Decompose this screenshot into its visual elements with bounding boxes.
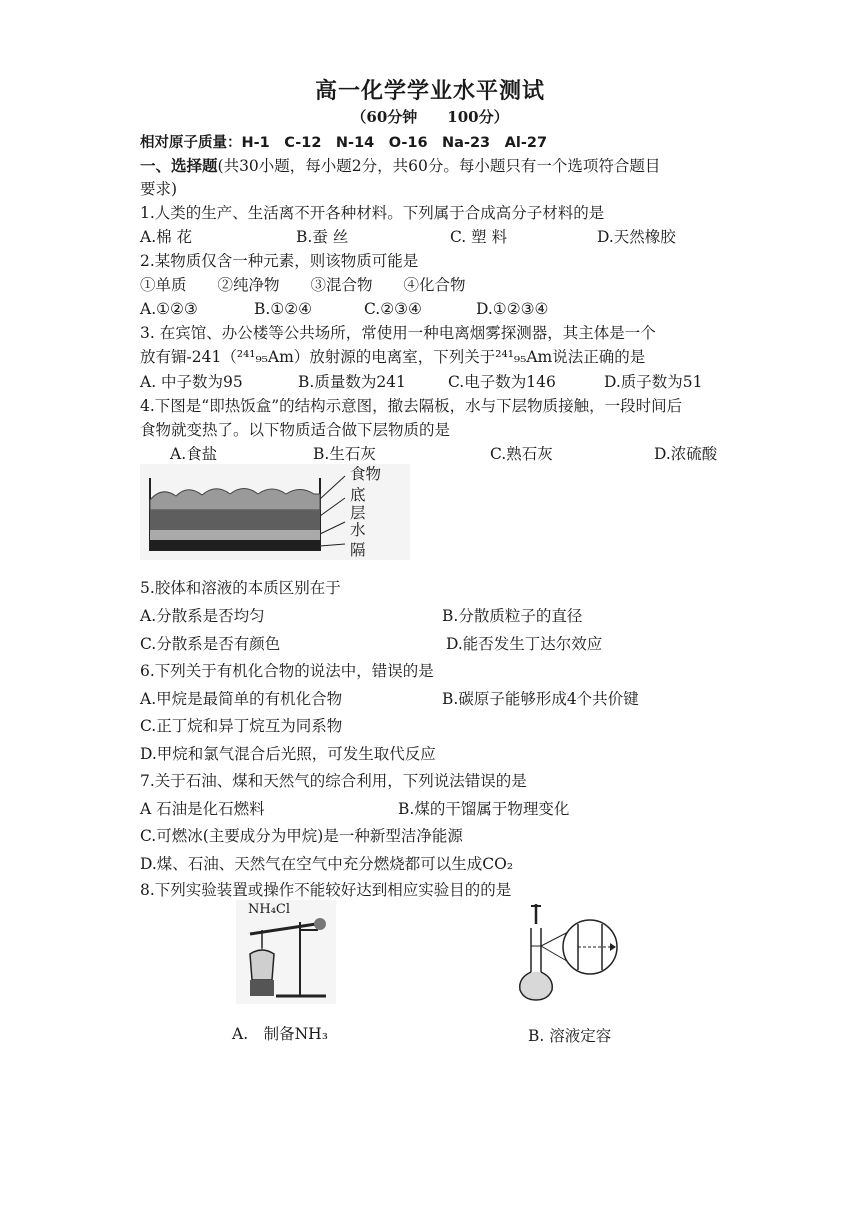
section-instructions: (共30小题，每小题2分，共60分。每小题只有一个选项符合题目	[217, 157, 661, 175]
q4-option-c: C.熟石灰	[490, 445, 553, 463]
q1-option-c: C. 塑 料	[450, 228, 508, 246]
q7-option-d: D.煤、石油、天然气在空气中充分燃烧都可以生成CO₂	[140, 855, 514, 873]
q4-option-b: B.生石灰	[313, 445, 376, 463]
page-title: 高一化学学业水平测试	[314, 79, 545, 104]
q5-option-a: A.分散系是否均匀	[140, 607, 265, 625]
q3-option-c: C.电子数为146	[448, 373, 556, 391]
q8-stem: 8.下列实验装置或操作不能较好达到相应实验目的的是	[140, 881, 512, 899]
q1-option-a: A.棉 花	[140, 228, 193, 246]
q7-stem: 7.关于石油、煤和天然气的综合利用，下列说法错误的是	[140, 772, 527, 790]
q2-option-b: B.①②④	[254, 300, 313, 318]
q3-option-a: A. 中子数为95	[140, 373, 243, 391]
q2-option-a: A.①②③	[140, 300, 198, 318]
section-instructions-cont: 要求)	[140, 180, 178, 198]
q5-option-c: C.分散系是否有颜色	[140, 635, 281, 653]
q4-option-d: D.浓硫酸	[654, 445, 718, 463]
q2-items: ①单质 ②纯净物 ③混合物 ④化合物	[140, 276, 466, 294]
q1-option-d: D.天然橡胶	[597, 228, 676, 246]
q1-stem: 1.人类的生产、生活离不开各种材料。下列属于合成高分子材料的是	[140, 204, 605, 222]
q8-option-b: B. 溶液定容	[528, 1027, 612, 1045]
q5-option-d: D.能否发生丁达尔效应	[446, 635, 603, 653]
exam-time-score: （60分钟 100分）	[351, 108, 509, 126]
q5-option-b: B.分散质粒子的直径	[442, 607, 583, 625]
q7-option-b: B.煤的干馏属于物理变化	[398, 800, 570, 818]
q6-option-b: B.碳原子能够形成4个共价键	[442, 690, 639, 708]
section-heading: 一、选择题	[140, 156, 218, 175]
q3-option-d: D.质子数为51	[604, 373, 703, 391]
lunchbox-label-bottom: 底层	[350, 486, 366, 522]
q3-stem-line2: 放有镅-241（²⁴¹₉₅Am）放射源的电离室，下列关于²⁴¹₉₅Am说法正确的是	[140, 348, 646, 366]
nh3-apparatus-figure	[236, 900, 336, 1004]
q7-option-a: A 石油是化石燃料	[140, 800, 265, 818]
section-heading-line	[140, 156, 660, 176]
q5-stem: 5.胶体和溶液的本质区别在于	[140, 579, 341, 597]
nh4cl-label: NH₄Cl	[248, 902, 291, 917]
q4-option-a: A.食盐	[170, 445, 218, 463]
lunchbox-label-divider: 隔	[350, 541, 366, 559]
q6-option-d: D.甲烷和氯气混合后光照，可发生取代反应	[140, 745, 436, 763]
q6-option-a: A.甲烷是最简单的有机化合物	[140, 690, 343, 708]
q2-option-d: D.①②③④	[476, 300, 549, 318]
q8-option-a: A. 制备NH₃	[232, 1025, 328, 1043]
q1-option-b: B.蚕 丝	[296, 228, 349, 246]
lunchbox-figure	[140, 464, 410, 560]
atomic-mass-line: 相对原子质量：H-1 C-12 N-14 O-16 Na-23 Al-27	[140, 135, 548, 151]
q6-stem: 6.下列关于有机化合物的说法中，错误的是	[140, 662, 434, 680]
lunchbox-label-food: 食物	[350, 465, 382, 483]
flask-figure	[514, 900, 626, 1004]
lunchbox-label-water: 水	[350, 521, 366, 539]
q6-option-c: C.正丁烷和异丁烷互为同系物	[140, 717, 343, 735]
q2-stem: 2.某物质仅含一种元素，则该物质可能是	[140, 252, 419, 270]
q3-stem-line1: 3. 在宾馆、办公楼等公共场所，常使用一种电离烟雾探测器，其主体是一个	[140, 324, 656, 342]
volumetric-flask-diagram	[514, 900, 626, 1004]
q3-option-b: B.质量数为241	[298, 373, 406, 391]
q4-stem-line2: 食物就变热了。以下物质适合做下层物质的是	[140, 421, 451, 439]
q7-option-c: C.可燃冰(主要成分为甲烷)是一种新型洁净能源	[140, 827, 463, 845]
q4-stem-line1: 4.下图是“即热饭盒”的结构示意图，撤去隔板，水与下层物质接触，一段时间后	[140, 397, 683, 415]
q2-option-c: C.②③④	[364, 300, 422, 318]
